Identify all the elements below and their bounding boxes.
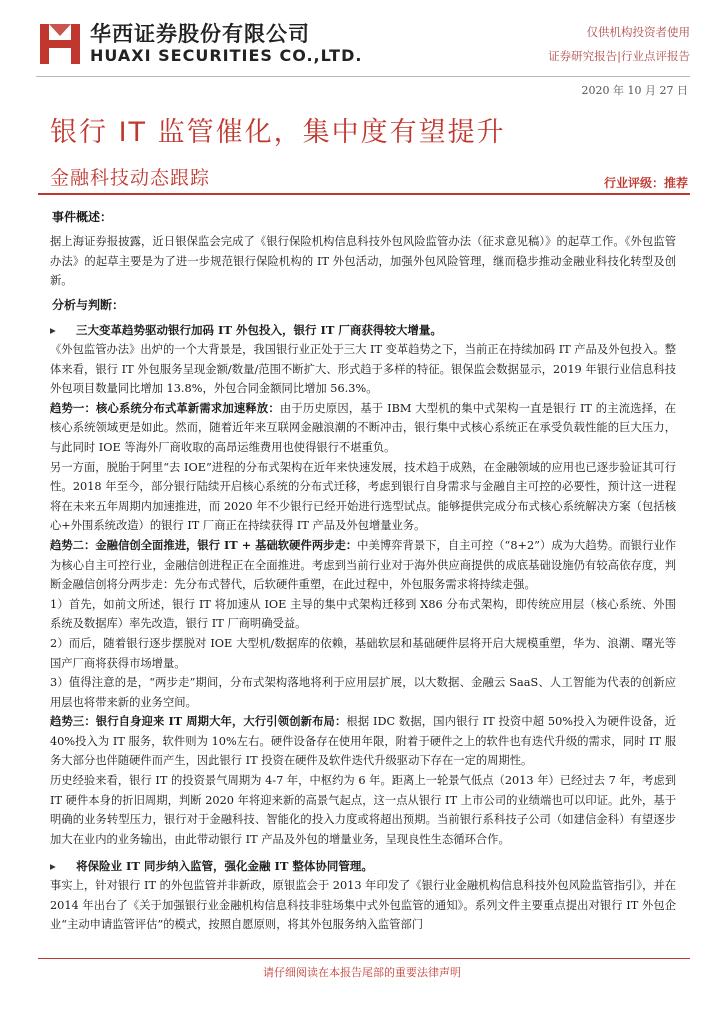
trend-2-lead: 趋势二：金融信创全面推进，银行 IT + 基础软硬件两步走： — [50, 537, 358, 552]
analysis-heading: 分析与判断： — [52, 298, 125, 312]
trend-3-paragraph — [50, 712, 676, 771]
trend-1-paragraph — [50, 399, 676, 458]
trend-1-lead: 趋势一：核心系统分布式革新需求加速释放： — [50, 400, 280, 415]
report-type: 证券研究报告|行业点评报告 — [548, 49, 690, 63]
report-title: 银行 IT 监管催化，集中度有望提升 — [50, 117, 506, 148]
trend-2-item-3: 3）值得注意的是，“两步走”期间，分布式架构落地将利于应用层扩展，以大数据、金融云 SaaS、人工智能为代表的创新应用层也将带来新的业务空间。 — [50, 676, 676, 709]
bullet-1-text: 三大变革趋势驱动银行加码 IT 外包投入，银行 IT 厂商获得较大增量。 — [76, 323, 442, 337]
title-divider — [38, 193, 690, 195]
event-text — [50, 232, 676, 291]
report-date: 2020 年 10 月 27 日 — [581, 84, 688, 97]
industry-rating: 行业评级：推荐 — [603, 176, 688, 190]
trend-3-text: 根据 IDC 数据，国内银行 IT 投资中超 50%投入为硬件设备，近 40%投入为 IT 服务，软件则为 10%左右。硬件设备存在使用年限，附着于硬件之上的软件也有迭代升级的需求，同时 IT 服务大部分也伴随硬件而产生，因此银行 IT 投资在硬件及软件迭代升级驱动下存在一定的周期性。 — [50, 715, 676, 768]
trend-2-paragraph — [50, 536, 676, 595]
event-paragraph: 据上海证券报披露，近日银保监会完成了《银行保险机构信息科技外包风险监管办法（征求意见稿）》的起草工作。《外包监管办法》的起草主要是为了进一步规范银行保险机构的 IT 外包活动，加强外包风险管理，继而稳步推动金融业科技化转型及创新。 — [50, 235, 676, 288]
audience-note: 仅供机构投资者使用 — [586, 25, 690, 39]
page-header — [38, 14, 690, 76]
huaxi-logo-icon — [38, 18, 82, 68]
company-name-cn: 华西证券股份有限公司 — [90, 22, 310, 46]
bullet-2-text: 将保险业 IT 同步纳入监管，强化金融 IT 整体协同管理。 — [76, 859, 373, 873]
trend-3-paragraph-b: 历史经验来看，银行 IT 的投资景气周期为 4-7 年，中枢约为 6 年。距离上一轮景气低点（2013 年）已经过去 7 年，考虑到 IT 硬件本身的折旧周期，判断 2020 年将迎来新的高景气起点，这一点从银行 IT 上市公司的业绩端也可以印证。此外，基于明确的业务转型压力，银行对于金融科技、智能化的投入力度或将超出预期。当前银行系科技子公司（如建信金科）有望逐步加大在业内的业务输出，由此带动银行 IT 产品及外包的增量业务，呈现良性生态循环合作。 — [50, 774, 676, 846]
report-subtitle: 金融科技动态跟踪 — [50, 167, 211, 189]
legal-footer: 请仔细阅读在本报告尾部的重要法律声明 — [263, 966, 461, 979]
company-name-en: HUAXI SECURITIES CO.,LTD. — [90, 46, 363, 65]
event-heading: 事件概述： — [52, 210, 113, 224]
trend-1-text: 由于历史原因，基于 IBM 大型机的集中式架构一直是银行 IT 的主流选择，在核心系统领域更是如此。然而，随着近年来互联网金融浪潮的不断冲击，银行集中式核心系统正在承受负载性能的巨大压力，与此同时 IOE 等海外厂商收取的高昂运维费用也使得银行不堪重负。 — [50, 401, 676, 454]
trend-1-paragraph-b: 另一方面，脱胎于阿里“去 IOE”进程的分布式架构在近年来快速发展，技术趋于成熟，在金融领域的应用也已逐步验证其可行性。2018 年至今，部分银行陆续开启核心系统的分布式迁移，考虑到银行自身需求与金融自主可控的必要性，预计这一进程将在未来五年周期内加速推进，而 2020 年不少银行已经开始进行选型试点。能够提供完成分布式核心系统解决方案（包括核心+外围系统改造）的银行 IT 厂商正在持续获得 IT 产品及外包增量业务。 — [50, 460, 676, 533]
trend-3-lead: 趋势三：银行自身迎来 IT 周期大年，大行引领创新布局： — [50, 714, 347, 729]
bullet-item-1 — [50, 322, 676, 338]
header-divider — [36, 76, 690, 77]
closing-paragraph: 事实上，针对银行 IT 的外包监管并非新政，原银监会于 2013 年印发了《银行业金融机构信息科技外包风险监管指引》，并在 2014 年出台了《关于加强银行业金融机构信息科技非驻场集中式外包监管的通知》。系列文件主要重点提出对银行 IT 外包企业“主动申请监管评估”的模式，按照自愿原则，将其外包服务纳入监管部门 — [50, 879, 676, 932]
closing-body — [50, 876, 676, 935]
trend-2-item-1: 1）首先，如前文所述，银行 IT 将加速从 IOE 主导的集中式架构迁移到 X86 分布式架构，即传统应用层（核心系统、外围系统及数据库）率先改造，银行 IT 厂商明确受益。 — [50, 597, 676, 631]
analysis-paragraph-1: 《外包监管办法》出炉的一个大背景是，我国银行业正处于三大 IT 变革趋势之下，当前正在持续加码 IT 产品及外包投入。整体来看，银行 IT 外包服务呈现金额/数量/范围不断扩大、形式趋于多样的特征。银保监会数据显示，2019 年银行业信息科技外包项目数量同比增加 13.8%，外包合同金额同比增加 56.3%。 — [50, 343, 676, 396]
footer-divider — [38, 958, 690, 959]
triangle-bullet-icon: ▸ — [50, 323, 56, 337]
analysis-body — [50, 340, 676, 849]
trend-2-item-2: 2）而后，随着银行逐步摆脱对 IOE 大型机/数据库的依赖，基础软层和基础硬件层将开启大规模重塑，华为、浪潮、曙光等国产厂商将获得市场增量。 — [50, 636, 676, 670]
trend-2-text: 中美博弈背景下，自主可控（“8+2”）成为大趋势。而银行业作为核心自主可控行业，金融信创进程正在全面推进。考虑到当前行业对于海外供应商提供的成底基础设施仍有较高依存度，判断金融信创将分两步走：先分布式替代，后软硬件重塑，在此过程中，外包服务需求将持续走强。 — [50, 538, 676, 592]
bullet-item-2 — [50, 858, 676, 874]
triangle-bullet-icon: ▸ — [50, 859, 56, 873]
